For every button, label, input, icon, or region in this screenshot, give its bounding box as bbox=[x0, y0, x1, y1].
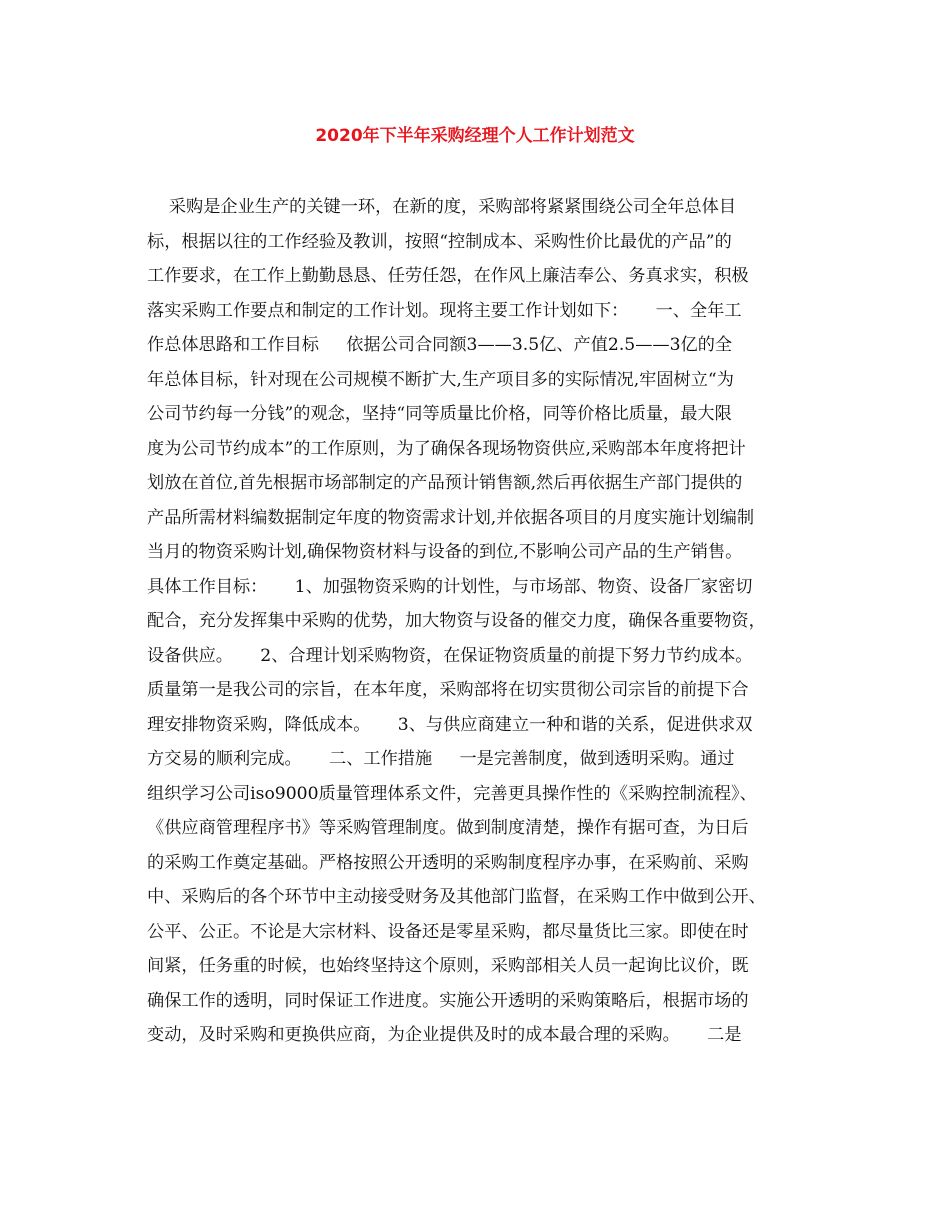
body-line: 工作要求，在工作上勤勤恳恳、任劳任怨，在作风上廉洁奉公、务真求实，积极 bbox=[147, 266, 749, 286]
body-line: 标，根据以往的工作经验及教训，按照“控制成本、采购性价比最优的产品”的 bbox=[147, 231, 732, 252]
document-body bbox=[147, 190, 807, 1053]
body-line: 作总体思路和工作目标 依据公司合同额3——3.5亿、产值2.5——3亿的全 bbox=[147, 335, 733, 355]
body-line: 公司节约每一分钱”的观念，坚持“同等质量比价格，同等价格比质量，最大限 bbox=[147, 404, 732, 424]
body-line: 质量第一是我公司的宗旨，在本年度，采购部将在切实贯彻公司宗旨的前提下合 bbox=[147, 680, 749, 700]
body-line: 产品所需材料编数据制定年度的物资需求计划,并依据各项目的月度实施计划编制 bbox=[147, 507, 755, 528]
body-line: 划放在首位,首先根据市场部制定的产品预计销售额,然后再依据生产部门提供的 bbox=[147, 473, 743, 493]
body-line: 公平、公正。不论是大宗材料、设备还是零星采购，都尽量货比三家。即使在时 bbox=[147, 921, 749, 942]
body-line: 当月的物资采购计划,确保物资材料与设备的到位,不影响公司产品的生产销售。 bbox=[147, 542, 743, 562]
body-line: 的采购工作奠定基础。严格按照公开透明的采购制度程序办事，在采购前、采购 bbox=[147, 852, 749, 873]
body-line: 配合，充分发挥集中采购的优势，加大物资与设备的催交力度，确保各重要物资， bbox=[147, 611, 766, 631]
body-line: 方交易的顺利完成。 二、工作措施 一是完善制度，做到透明采购。通过 bbox=[147, 749, 735, 769]
document-title: 2020年下半年采购经理个人工作计划范文 bbox=[315, 126, 635, 146]
body-line: 设备供应。 2、合理计划采购物资，在保证物资质量的前提下努力节约成本。 bbox=[147, 645, 753, 666]
body-line: 确保工作的透明，同时保证工作进度。实施公开透明的采购策略后，根据市场的 bbox=[147, 990, 749, 1011]
body-line: 度为公司节约成本”的工作原则，为了确保各现场物资供应,采购部本年度将把计 bbox=[147, 438, 746, 459]
body-line: 理安排物资采购，降低成本。 3、与供应商建立一种和谐的关系，促进供求双 bbox=[147, 714, 753, 735]
body-line: 组织学习公司iso9000质量管理体系文件，完善更具操作性的《采购控制流程》、 bbox=[147, 783, 757, 804]
body-line: 年总体目标，针对现在公司规模不断扩大,生产项目多的实际情况,牢固树立“为 bbox=[147, 369, 734, 390]
body-line: 具体工作目标： 1、加强物资采购的计划性，与市场部、物资、设备厂家密切 bbox=[147, 576, 753, 597]
body-line: 《供应商管理程序书》等采购管理制度。做到制度清楚，操作有据可查，为日后 bbox=[147, 818, 749, 838]
body-line: 变动，及时采购和更换供应商，为企业提供及时的成本最合理的采购。 二是 bbox=[147, 1025, 742, 1045]
body-line: 采购是企业生产的关键一环，在新的度，采购部将紧紧围绕公司全年总体目 bbox=[147, 197, 737, 217]
body-line: 间紧，任务重的时候，也始终坚持这个原则，采购部相关人员一起询比议价，既 bbox=[147, 956, 749, 976]
body-line: 中、采购后的各个环节中主动接受财务及其他部门监督，在采购工作中做到公开、 bbox=[147, 887, 766, 907]
body-line: 落实采购工作要点和制定的工作计划。现将主要工作计划如下： 一、全年工 bbox=[147, 300, 742, 321]
